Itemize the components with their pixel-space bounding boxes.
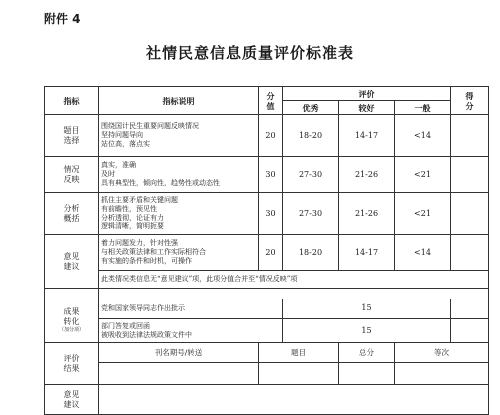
- row-points: 30: [259, 193, 283, 235]
- row-score-cell[interactable]: [451, 235, 489, 271]
- results-label: [45, 299, 99, 343]
- row-good: 14-17: [339, 235, 395, 271]
- header-evaluation: 评价: [283, 87, 451, 101]
- row-desc-line: 抓住主要矛盾和关键问题: [101, 196, 178, 204]
- attachment-label: 附件 4: [44, 12, 81, 26]
- row-excellent: 27-30: [283, 193, 339, 235]
- row-desc-line: 真实，准确: [101, 161, 136, 170]
- table-row: [45, 319, 489, 343]
- opinion-label-line1: 意见: [63, 389, 80, 399]
- header-points-line2: 值: [266, 100, 275, 111]
- row-desc-line: 逻辑清晰，简明扼要: [101, 222, 164, 231]
- row-excellent: 18-20: [283, 115, 339, 157]
- row-desc-line: 具有典型性，倾向性，趋势性或动态性: [101, 178, 220, 187]
- opinion-label: [45, 385, 99, 415]
- header-score-line2: 分: [465, 100, 474, 111]
- result-item-line: 被吸收到法律法规政策文件中: [101, 330, 192, 339]
- row-label-line2: 概括: [63, 213, 80, 223]
- row-desc-line: 与相关政策法律和工作实际相符合: [101, 248, 206, 257]
- row-desc-line: 站位高，落点实: [101, 139, 150, 148]
- row-desc-line: 围绕国计民生重要问题反映情况: [101, 122, 199, 131]
- row-label: [45, 193, 99, 235]
- spacer-row: [45, 289, 489, 299]
- row-description: [99, 115, 259, 157]
- row-desc-line: 及时: [101, 170, 115, 179]
- table-row: [45, 115, 489, 157]
- table-row: [45, 363, 489, 385]
- header-good: 较好: [339, 101, 395, 115]
- header-points: [259, 87, 283, 115]
- row-score-cell[interactable]: [451, 115, 489, 157]
- table-row: [45, 235, 489, 271]
- header-excellent: 优秀: [283, 101, 339, 115]
- header-points-line1: 分: [266, 90, 275, 101]
- result-item-value: 15: [283, 299, 451, 319]
- row-label-line2: 建议: [63, 261, 80, 271]
- row-desc-line: 分析透彻，论证有力: [101, 213, 164, 222]
- opinion-cell[interactable]: [99, 385, 489, 415]
- row-points: 20: [259, 235, 283, 271]
- row-desc-line: 着力问题发力，针对性强: [101, 239, 178, 248]
- result-item-value: 15: [283, 319, 451, 343]
- row-label-line1: 题目: [63, 125, 80, 135]
- document-title: 社情民意信息质量评价标准表: [145, 44, 354, 62]
- table-row: [45, 193, 489, 235]
- results-label-line3: （加分项）: [58, 327, 84, 334]
- row-score-cell[interactable]: [451, 193, 489, 235]
- table-row: [45, 157, 489, 193]
- results-label-line2: 转化: [63, 317, 80, 327]
- row-average: <14: [395, 235, 451, 271]
- row-good: 21-26: [339, 193, 395, 235]
- spacer-cell: [99, 289, 489, 299]
- row-label-line1: 情况: [63, 164, 80, 174]
- eval-header-topic: 题目: [259, 343, 339, 363]
- result-item-text: 党和国家领导同志作出批示: [99, 299, 283, 319]
- evaluation-result-label-line1: 评价: [63, 353, 80, 363]
- result-score-cell[interactable]: [451, 299, 489, 319]
- header-score: [451, 87, 489, 115]
- row-average: <21: [395, 157, 451, 193]
- row-desc-line: 有实施的条件和时机，可操作: [101, 256, 192, 265]
- row-label-line1: 分析: [63, 203, 80, 213]
- eval-header-total: 总分: [339, 343, 395, 363]
- evaluation-standard-table: [44, 86, 489, 415]
- opinion-label-line2: 建议: [63, 399, 80, 409]
- eval-header-issue-no: 刊名期号/转送: [99, 343, 259, 363]
- row-points: 30: [259, 157, 283, 193]
- header-description: 指标说明: [99, 87, 259, 115]
- eval-topic-cell[interactable]: [259, 363, 339, 385]
- eval-total-cell[interactable]: [339, 363, 395, 385]
- table-row: [45, 385, 489, 415]
- row-average: <14: [395, 115, 451, 157]
- header-score-line1: 得: [465, 90, 474, 101]
- header-average: 一般: [395, 101, 451, 115]
- row-excellent: 27-30: [283, 157, 339, 193]
- row-points: 20: [259, 115, 283, 157]
- row-description: [99, 157, 259, 193]
- eval-header-grade: 等次: [395, 343, 489, 363]
- merged-note: 此类情况类信息无“意见建议”项，此项分值合并至“情况反映”项: [99, 271, 489, 289]
- result-item-line: 部门答复或回函: [101, 321, 150, 330]
- header-indicator: 指标: [45, 87, 99, 115]
- table-row: [45, 299, 489, 319]
- row-label: [45, 235, 99, 289]
- result-item-text: [99, 319, 283, 343]
- row-good: 21-26: [339, 157, 395, 193]
- spacer-cell: [45, 289, 99, 299]
- row-label-line2: 反映: [63, 174, 80, 184]
- eval-grade-cell[interactable]: [395, 363, 489, 385]
- row-good: 14-17: [339, 115, 395, 157]
- evaluation-result-label: [45, 343, 99, 385]
- table-row: [45, 271, 489, 289]
- result-score-cell[interactable]: [451, 319, 489, 343]
- row-desc-line: 有前瞻性，预见性: [101, 204, 157, 213]
- row-description: [99, 193, 259, 235]
- row-label-line1: 意见: [63, 251, 80, 261]
- row-desc-line: 坚持问题导向: [101, 131, 143, 140]
- evaluation-result-label-line2: 结果: [63, 363, 80, 373]
- row-excellent: 18-20: [283, 235, 339, 271]
- row-label: [45, 157, 99, 193]
- row-description: [99, 235, 259, 271]
- eval-issue-no-cell[interactable]: [99, 363, 259, 385]
- row-score-cell[interactable]: [451, 157, 489, 193]
- results-label-line1: 成果: [63, 307, 80, 317]
- table-row: [45, 343, 489, 363]
- row-label-line2: 选择: [63, 135, 80, 145]
- row-label: [45, 115, 99, 157]
- row-average: <21: [395, 193, 451, 235]
